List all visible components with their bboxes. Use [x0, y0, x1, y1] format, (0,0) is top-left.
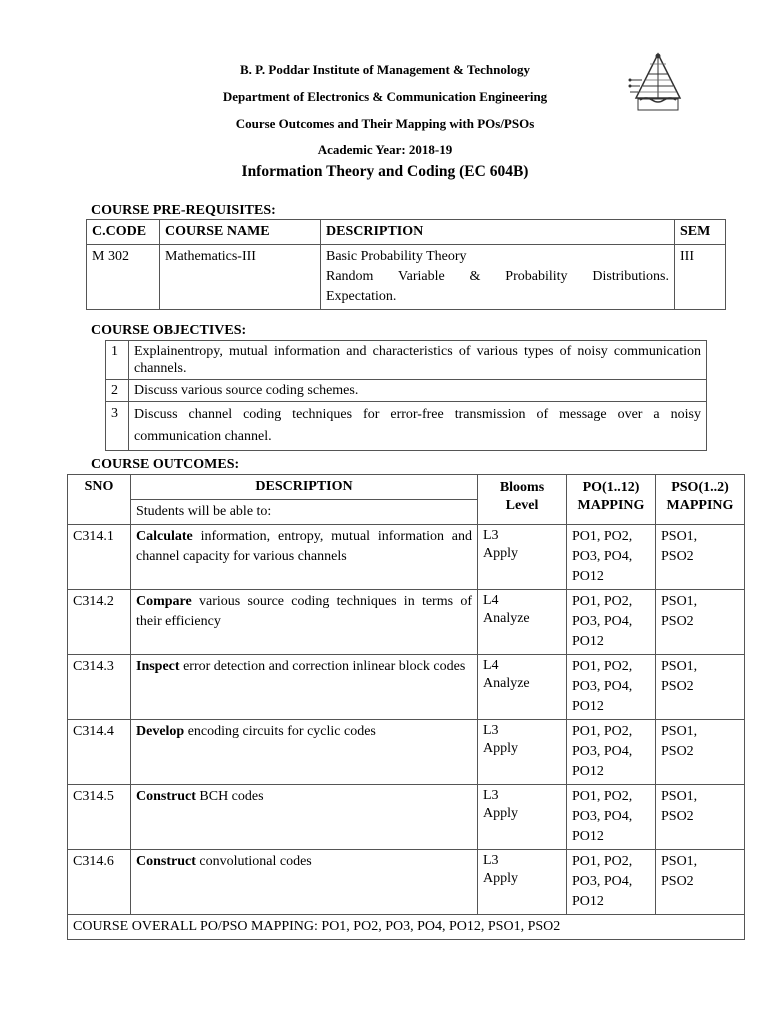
pso-line: PSO2	[661, 549, 694, 564]
outcome-po	[567, 525, 656, 590]
outcome-desc	[131, 720, 478, 785]
outcomes-col-desc: DESCRIPTION	[131, 475, 478, 500]
po-line: PO1, PO2,	[572, 594, 633, 609]
po-line: PO1, PO2,	[572, 789, 633, 804]
po-line: PO3, PO4,	[572, 874, 633, 889]
outcome-blooms	[478, 720, 567, 785]
po-line: PO12	[572, 634, 604, 649]
outcome-desc-text: information, entropy, mutual information and channel capacity for various channels	[136, 529, 472, 564]
pso-line: PSO1,	[661, 789, 698, 804]
blooms-name: Analyze	[483, 676, 530, 691]
outcome-pso	[656, 655, 745, 720]
outcome-pso	[656, 850, 745, 915]
table-row	[68, 720, 745, 785]
prereq-code: M 302	[87, 245, 160, 310]
prereq-name: Mathematics-III	[160, 245, 321, 310]
outcome-blooms	[478, 785, 567, 850]
outcome-verb: Construct	[136, 854, 196, 869]
outcome-desc-text: encoding circuits for cyclic codes	[184, 724, 376, 739]
objectives-table	[105, 340, 707, 451]
blooms-level: L3	[483, 723, 499, 738]
outcomes-col-blooms: Blooms Level	[478, 475, 567, 525]
outcomes-subheading: Students will be able to:	[131, 500, 478, 525]
prereq-col-desc: DESCRIPTION	[321, 220, 675, 245]
table-row	[106, 380, 707, 402]
po-line: PO3, PO4,	[572, 809, 633, 824]
outcome-pso	[656, 525, 745, 590]
blooms-name: Apply	[483, 871, 518, 886]
outcome-blooms	[478, 525, 567, 590]
blooms-level: L3	[483, 528, 499, 543]
overall-mapping: COURSE OVERALL PO/PSO MAPPING: PO1, PO2, PO3, PO4, PO12, PSO1, PSO2	[68, 915, 745, 940]
outcome-sno: C314.5	[68, 785, 131, 850]
po-line: PO3, PO4,	[572, 614, 633, 629]
course-title: Information Theory and Coding (EC 604B)	[241, 163, 529, 180]
pso-line: PSO2	[661, 679, 694, 694]
po-line: PO3, PO4,	[572, 744, 633, 759]
outcome-blooms	[478, 590, 567, 655]
prereq-table	[86, 219, 726, 310]
outcome-sno: C314.6	[68, 850, 131, 915]
objective-text: Discuss various source coding schemes.	[129, 380, 707, 402]
po-line: PO1, PO2,	[572, 659, 633, 674]
outcome-verb: Compare	[136, 594, 192, 609]
outcome-desc	[131, 525, 478, 590]
outcome-desc	[131, 655, 478, 720]
outcome-verb: Develop	[136, 724, 185, 739]
pso-line: PSO1,	[661, 659, 698, 674]
outcomes-heading: COURSE OUTCOMES:	[91, 457, 240, 472]
pso-line: PSO1,	[661, 594, 698, 609]
outcome-po	[567, 850, 656, 915]
po-line: PO12	[572, 894, 604, 909]
objective-number: 3	[106, 402, 129, 451]
pso-line: PSO2	[661, 744, 694, 759]
outcome-pso	[656, 785, 745, 850]
outcome-desc-text: various source coding techniques in terms of their efficiency	[136, 594, 472, 629]
outcome-desc-text: BCH codes	[195, 789, 264, 804]
prereq-col-sem: SEM	[675, 220, 726, 245]
po-line: PO1, PO2,	[572, 724, 633, 739]
table-row	[68, 590, 745, 655]
academic-year: Academic Year: 2018-19	[317, 142, 453, 157]
po-line: PO12	[572, 569, 604, 584]
table-row	[68, 655, 745, 720]
objectives-heading: COURSE OBJECTIVES:	[91, 323, 247, 338]
outcome-verb: Calculate	[136, 529, 193, 544]
outcome-sno: C314.1	[68, 525, 131, 590]
po-line: PO12	[572, 829, 604, 844]
table-row	[68, 850, 745, 915]
objective-text: Explainentropy, mutual information and characteristics of various types of noisy communication channels.	[129, 341, 707, 380]
po-line: PO1, PO2,	[572, 529, 633, 544]
objective-text: Discuss channel coding techniques for error-free transmission of message over a noisy communication channel.	[129, 402, 707, 451]
pso-line: PSO1,	[661, 529, 698, 544]
document-title: Course Outcomes and Their Mapping with POs/PSOs	[235, 116, 535, 131]
outcome-verb: Construct	[136, 789, 196, 804]
table-row	[68, 915, 745, 940]
po-line: PO12	[572, 764, 604, 779]
outcomes-table	[67, 474, 745, 940]
blooms-name: Apply	[483, 806, 518, 821]
blooms-level: L4	[483, 658, 499, 673]
prereq-desc-line: Random Variable & Probability Distributions.	[326, 269, 669, 284]
institute-name: B. P. Poddar Institute of Management & Technology	[240, 62, 530, 77]
outcome-desc-text: convolutional codes	[195, 854, 312, 869]
table-row	[68, 785, 745, 850]
po-line: PO3, PO4,	[572, 679, 633, 694]
table-row	[87, 245, 726, 310]
department-logo-icon	[628, 50, 688, 112]
outcome-desc	[131, 590, 478, 655]
pso-line: PSO1,	[661, 724, 698, 739]
blooms-name: Apply	[483, 741, 518, 756]
objective-number: 2	[106, 380, 129, 402]
po-line: PO12	[572, 699, 604, 714]
blooms-name: Apply	[483, 546, 518, 561]
blooms-level: L3	[483, 788, 499, 803]
table-row	[106, 341, 707, 380]
outcome-blooms	[478, 850, 567, 915]
outcomes-col-pso: PSO(1..2) MAPPING	[656, 475, 745, 525]
prereq-desc	[321, 245, 675, 310]
pso-line: PSO2	[661, 614, 694, 629]
outcome-desc-text: error detection and correction inlinear block codes	[179, 659, 466, 674]
outcome-sno: C314.3	[68, 655, 131, 720]
outcome-desc	[131, 785, 478, 850]
po-line: PO1, PO2,	[572, 854, 633, 869]
outcome-pso	[656, 590, 745, 655]
outcome-desc	[131, 850, 478, 915]
table-row	[68, 525, 745, 590]
outcomes-col-sno: SNO	[68, 475, 131, 525]
outcome-pso	[656, 720, 745, 785]
table-row	[106, 402, 707, 451]
pso-line: PSO2	[661, 809, 694, 824]
outcome-sno: C314.2	[68, 590, 131, 655]
objective-number: 1	[106, 341, 129, 380]
pso-line: PSO1,	[661, 854, 698, 869]
pso-line: PSO2	[661, 874, 694, 889]
outcome-blooms	[478, 655, 567, 720]
outcome-po	[567, 590, 656, 655]
outcome-sno: C314.4	[68, 720, 131, 785]
outcomes-col-po: PO(1..12) MAPPING	[567, 475, 656, 525]
blooms-name: Analyze	[483, 611, 530, 626]
outcome-po	[567, 785, 656, 850]
prereq-desc-line: Basic Probability Theory	[326, 249, 467, 264]
prereq-sem: III	[675, 245, 726, 310]
prereq-heading: COURSE PRE-REQUISITES:	[91, 203, 276, 218]
prereq-col-name: COURSE NAME	[160, 220, 321, 245]
po-line: PO3, PO4,	[572, 549, 633, 564]
prereq-col-code: C.CODE	[87, 220, 160, 245]
outcome-po	[567, 720, 656, 785]
outcome-verb: Inspect	[136, 659, 180, 674]
department-name: Department of Electronics & Communication Engineering	[222, 89, 548, 104]
outcome-po	[567, 655, 656, 720]
prereq-desc-line: Expectation.	[326, 289, 397, 304]
blooms-level: L3	[483, 853, 499, 868]
blooms-level: L4	[483, 593, 499, 608]
